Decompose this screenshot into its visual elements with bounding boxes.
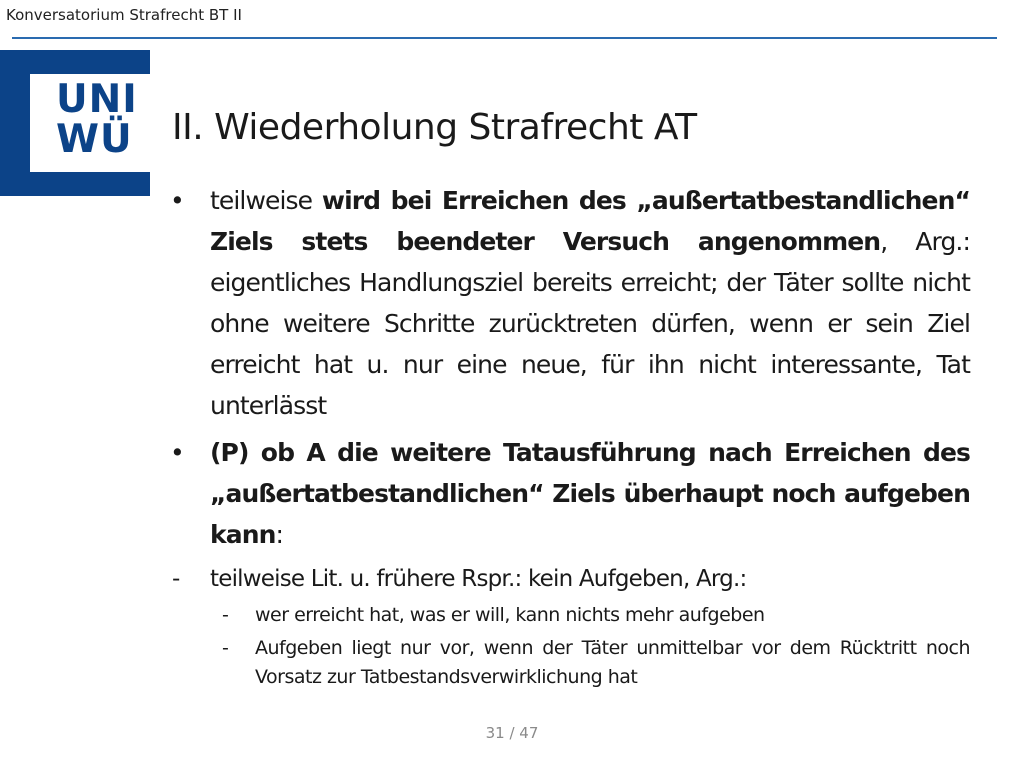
course-title: Konversatorium Strafrecht BT II	[6, 6, 242, 24]
bullet-text-bold: wird bei Erreichen des „außertatbestandlichen“ Ziels stets beendeter Versuch angenommen	[210, 186, 970, 256]
bullet-text-bold: (P) ob A die weitere Tatausführung nach Erreichen des „außertatbestandlichen“ Ziels überhaupt noch aufgeben kann	[210, 438, 970, 549]
bullet-text-pre: teilweise	[210, 186, 322, 215]
sub-sub-item-text: Aufgeben liegt nur vor, wenn der Täter unmittelbar vor dem Rücktritt noch Vorsatz zur Tatbestandsverwirklichung hat	[255, 637, 970, 688]
logo-text	[56, 77, 138, 162]
sub-item-text: teilweise Lit. u. frühere Rspr.: kein Aufgeben, Arg.:	[210, 566, 747, 592]
sub-sub-item	[170, 634, 970, 692]
university-logo	[0, 50, 150, 196]
sub-sub-item-text: wer erreicht hat, was er will, kann nichts mehr aufgeben	[255, 604, 765, 626]
logo-line-2: WÜ	[56, 117, 133, 162]
page-number: 31 / 47	[485, 724, 539, 742]
slide-content	[170, 180, 970, 692]
bullet-item	[170, 432, 970, 555]
bullet-item	[170, 180, 970, 426]
bullet-text-post: :	[275, 520, 284, 549]
header-divider	[12, 37, 997, 39]
slide-title: II. Wiederholung Strafrecht AT	[172, 107, 697, 148]
dash-marker: -	[172, 566, 180, 592]
sub-sub-item	[170, 601, 970, 630]
dash-marker: -	[222, 604, 229, 626]
sub-item	[170, 561, 970, 597]
bullet-marker: •	[170, 438, 184, 467]
logo-line-1: UNI	[56, 77, 138, 122]
dash-marker: -	[222, 637, 229, 659]
bullet-marker: •	[170, 186, 184, 215]
bullet-text-post: , Arg.: eigentliches Handlungsziel bereits erreicht; der Täter sollte nicht ohne weitere Schritte zurücktreten dürfen, wenn er sein Ziel erreicht hat u. nur eine neue, für ihn nicht interessante, Tat unterlässt	[210, 227, 970, 420]
